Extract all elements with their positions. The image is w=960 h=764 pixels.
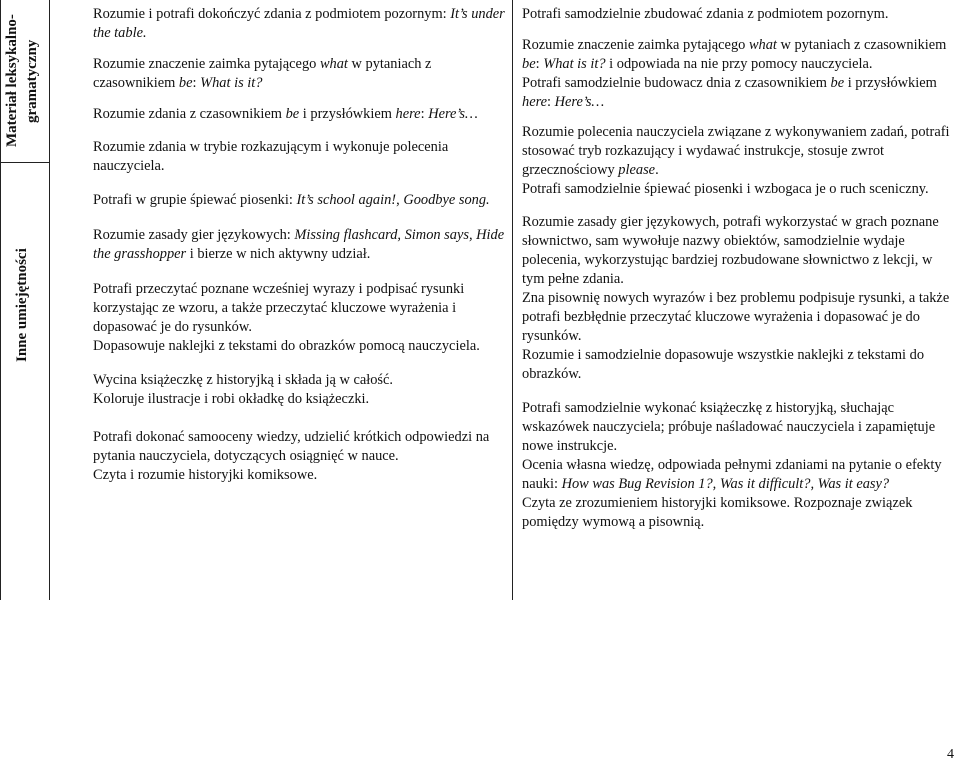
right-column — [522, 5, 950, 532]
left-item — [93, 280, 505, 337]
category-row-divider — [0, 162, 49, 163]
left-item — [93, 428, 505, 466]
left-text-run: Rozumie znaczenie zaimka pytającego — [93, 56, 320, 72]
right-item — [522, 456, 950, 494]
left-text-run: Koloruje ilustracje i robi okładkę do książeczki. — [93, 391, 370, 407]
category-label-grammar-line2: gramatyczny — [24, 39, 40, 123]
left-text-run: i bierze w nich aktywny udział. — [186, 246, 371, 262]
right-text-run: Rozumie znaczenie zaimka pytającego — [522, 37, 749, 53]
category-column-divider — [49, 0, 50, 600]
left-item — [93, 337, 505, 356]
left-item — [93, 226, 505, 264]
left-text-run: Potrafi przeczytać poznane wcześniej wyrazy i podpisać rysunki korzystając ze wzoru, a także przeczytać kluczowe wyrażenia i dopasować je do rysunków. — [93, 281, 465, 335]
left-text-run: Potrafi dokonać samooceny wiedzy, udzielić krótkich odpowiedzi na pytania nauczyciela, dotyczących osiągnięć w nauce. — [93, 429, 490, 464]
right-text-run: Rozumie i samodzielnie dopasowuje wszystkie naklejki z tekstami do obrazków. — [522, 347, 925, 382]
right-item — [522, 5, 950, 24]
center-column-divider — [512, 0, 513, 600]
left-text-run: be — [285, 106, 300, 122]
right-text-run: What is it? — [543, 56, 606, 72]
left-item — [93, 466, 505, 485]
left-column — [93, 5, 505, 485]
left-text-run: It’s school again! — [296, 192, 397, 208]
left-item — [93, 5, 505, 43]
right-text-run: Here’s… — [554, 94, 605, 110]
left-text-run: what — [319, 56, 348, 72]
left-item — [93, 105, 505, 124]
left-text-run: Rozumie i potrafi dokończyć zdania z podmiotem pozornym: — [93, 6, 451, 22]
right-text-run: Rozumie zasady gier językowych, potrafi wykorzystać w grach poznane słownictwo, sam wywołuje nazwy obiektów, samodzielnie wydaje polecenia, wykorzystując bardziej rozbudowane słownictwo z lekcji, w tym pełne zdania. — [522, 214, 939, 287]
right-text-run: . — [655, 162, 659, 178]
left-text-run: Czyta i rozumie historyjki komiksowe. — [93, 467, 318, 483]
category-label-other-skills — [12, 235, 36, 375]
table-left-border — [0, 0, 1, 600]
right-item — [522, 494, 950, 532]
right-item — [522, 213, 950, 289]
page-number: 4 — [947, 747, 954, 762]
left-text-run: Here’s… — [428, 106, 478, 122]
right-text-run: be — [830, 75, 845, 91]
right-item — [522, 74, 950, 112]
right-text-run: w pytaniach z czasownikiem — [776, 37, 947, 53]
right-text-run: Ocenia własna wiedzę, odpowiada pełnymi zdaniami na pytanie o efekty nauki: — [522, 457, 942, 492]
right-text-run: i przysłówkiem — [844, 75, 937, 91]
left-text-run: , — [396, 192, 404, 208]
left-text-run: : — [420, 106, 429, 122]
right-item — [522, 36, 950, 74]
left-text-run: It’s under the table. — [93, 6, 505, 41]
right-text-run: Potrafi samodzielnie śpiewać piosenki i wzbogaca je o ruch sceniczny. — [522, 181, 929, 197]
left-text-run: i przysłówkiem — [299, 106, 396, 122]
left-text-run: here — [395, 106, 421, 122]
right-text-run: be — [522, 56, 536, 72]
right-item — [522, 399, 950, 456]
left-text-run: Rozumie zdania w trybie rozkazującym i wykonuje polecenia nauczyciela. — [93, 139, 449, 174]
right-text-run: Czyta ze zrozumieniem historyjki komiksowe. Rozpoznaje związek pomiędzy wymową a pisownią. — [522, 495, 913, 530]
left-text-run: w pytaniach z czasownikiem — [93, 56, 432, 91]
left-text-run: Dopasowuje naklejki z tekstami do obrazków pomocą nauczyciela. — [93, 338, 480, 354]
left-text-run: Wycina książeczkę z historyjką i składa ją w całość. — [93, 372, 394, 388]
right-text-run: what — [748, 37, 777, 53]
right-text-run: Potrafi samodzielnie budowacz dnia z czasownikiem — [522, 75, 831, 91]
left-item — [93, 138, 505, 176]
category-label-grammar — [2, 0, 46, 162]
right-item — [522, 180, 950, 199]
right-text-run: i odpowiada na nie przy pomocy nauczyciela. — [605, 56, 873, 72]
right-text-run: Rozumie polecenia nauczyciela związane z wykonywaniem zadań, potrafi stosować tryb rozkazujący i wydawać instrukcje, stosuje zwrot grzecznościowy — [522, 124, 950, 178]
left-text-run: What is it? — [200, 75, 263, 91]
left-text-run: Goodbye song. — [403, 192, 490, 208]
left-text-run: Rozumie zasady gier językowych: — [93, 227, 295, 243]
right-text-run: Potrafi samodzielnie wykonać książeczkę z historyjką, słuchając wskazówek nauczyciela; próbuje naśladować nauczyciela i zapamiętuje nowe instrukcje. — [522, 400, 936, 454]
right-text-run: : — [535, 56, 544, 72]
right-text-run: here — [522, 94, 548, 110]
left-text-run: Potrafi w grupie śpiewać piosenki: — [93, 192, 297, 208]
right-item — [522, 346, 950, 384]
right-item — [522, 123, 950, 180]
right-text-run: Zna pisownię nowych wyrazów i bez problemu podpisuje rysunki, a także potrafi bezbłędnie przeczytać kluczowe wyrażenia i dopasować je do rysunków. — [522, 290, 950, 344]
right-text-run: : — [547, 94, 555, 110]
category-label-other-skills-text: Inne umiejętności — [14, 248, 30, 362]
right-item — [522, 289, 950, 346]
left-item — [93, 390, 505, 409]
left-text-run: Rozumie zdania z czasownikiem — [93, 106, 286, 122]
category-label-grammar-line1: Materiał leksykalno- — [4, 14, 20, 148]
left-text-run: : — [192, 75, 201, 91]
left-item — [93, 371, 505, 390]
left-text-run: be — [178, 75, 193, 91]
right-text-run: How was Bug Revision 1?, Was it difficult?, Was it easy? — [561, 476, 890, 492]
left-text-run: Missing flashcard, Simon says, Hide the grasshopper — [93, 227, 505, 262]
right-text-run: please — [618, 162, 656, 178]
right-text-run: Potrafi samodzielnie zbudować zdania z podmiotem pozornym. — [522, 6, 889, 22]
left-item — [93, 191, 505, 210]
left-item — [93, 55, 505, 93]
